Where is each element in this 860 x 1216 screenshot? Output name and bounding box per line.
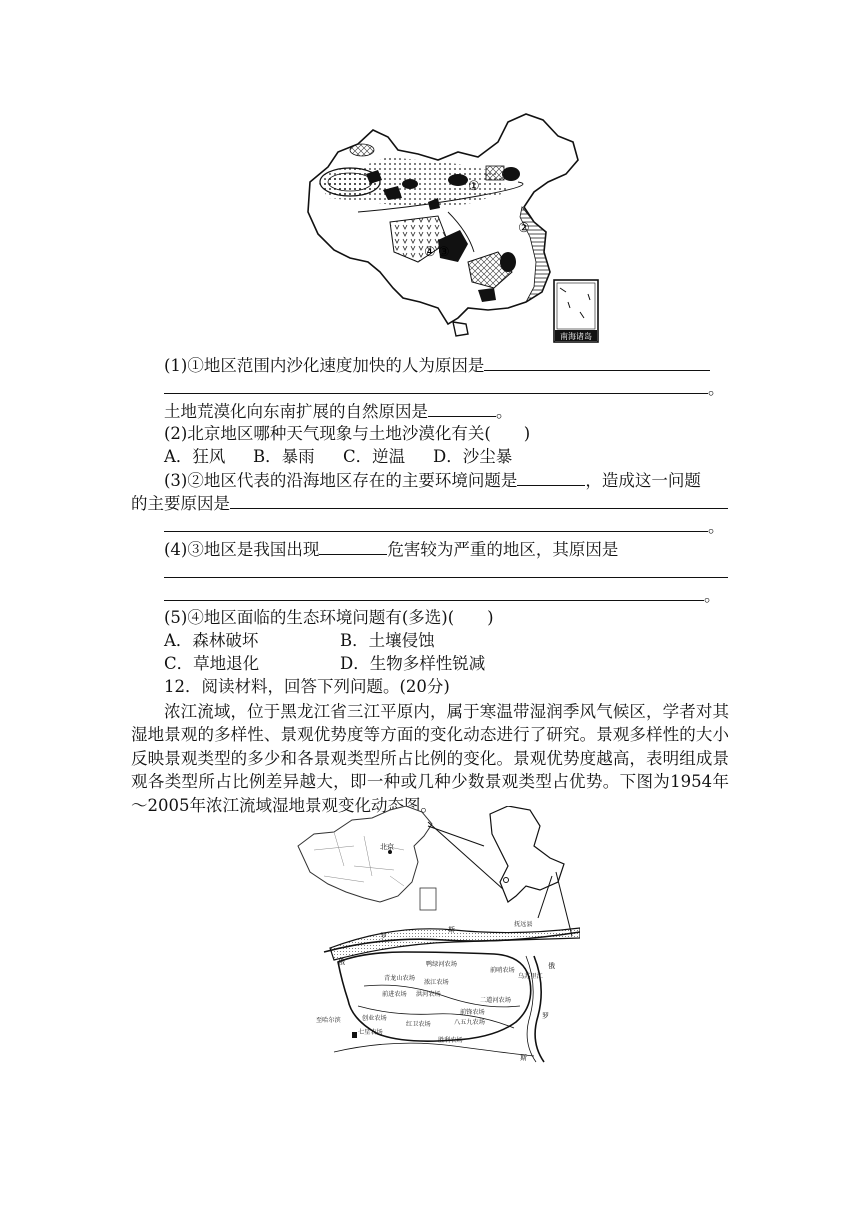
region-marker-1: ① <box>468 179 480 194</box>
q3-answer-blank-1[interactable] <box>517 469 585 486</box>
place-qinglongshan: 青龙山农场 <box>384 975 415 982</box>
q1-line1: (1)①地区范围内沙化速度加快的人为原因是 <box>164 354 710 377</box>
russia-label-right-si: 斯 <box>520 1054 527 1062</box>
q1-line3: 土地荒漠化向东南扩展的自然原因是 。 <box>164 402 513 421</box>
q5-options-row2 <box>164 653 485 675</box>
q4-answer-blank-3[interactable] <box>164 584 704 601</box>
russia-label-top-si: 斯 <box>448 926 455 934</box>
q5-stem: (5)④地区面临的生态环境问题有(多选)( ) <box>164 608 494 627</box>
q1-answer-blank-2[interactable] <box>164 377 708 394</box>
q2-option-a[interactable]: A．狂风 <box>164 447 226 466</box>
beijing-label: 北京 <box>380 843 394 851</box>
place-yalvhe: 鸭绿河农场 <box>426 961 457 968</box>
q1-line2: 。 <box>164 377 725 400</box>
q3-line2: 的主要原因是 <box>131 492 728 515</box>
place-fuyuan: 抚远县 <box>514 921 533 928</box>
place-shengli: 胜利农场 <box>438 1037 463 1044</box>
q12-stem: 12．阅读材料，回答下列问题。(20分) <box>164 677 450 696</box>
q4-answer-blank-2[interactable] <box>164 561 728 578</box>
russia-label-top-e: 俄 <box>338 958 345 966</box>
q12-material-paragraph: 浓江流域，位于黑龙江省三江平原内，属于寒温带湿润季风气候区，学者对其湿地景观的多样性、景观优势度等方面的变化动态进行了研究。景观多样性的大小反映景观类型的多少和各景观类型所占比例的变化。景观优势度越高，表明组成景观各类型所占比例差异越大，即一种或几种少数景观类型占优势。下图为1954年～2005年浓江流域湿地景观变化动态图。 <box>131 702 729 815</box>
q5-option-b[interactable]: B．土壤侵蚀 <box>340 631 435 650</box>
q2-option-c[interactable]: C．逆温 <box>343 447 406 466</box>
place-qixing: 七星农场 <box>358 1029 383 1036</box>
nongjiang-basin-map <box>294 806 580 1064</box>
place-erdaohe: 二道河农场 <box>480 997 511 1004</box>
q5-option-c[interactable]: C．草地退化 <box>164 654 260 673</box>
place-qianshao: 前哨农场 <box>490 967 515 974</box>
place-honghe: 洪河农场 <box>416 991 441 998</box>
region-marker-4: ④ <box>424 245 436 260</box>
q5-option-a[interactable]: A．森林破坏 <box>164 631 259 650</box>
q3-line1: (3)②地区代表的沿海地区存在的主要环境问题是 ，造成这一问题 <box>164 471 701 490</box>
china-desertification-map <box>298 112 604 344</box>
q4-line2 <box>164 561 728 584</box>
q2-option-b[interactable]: B．暴雨 <box>253 447 315 466</box>
russia-label-top-luo: 罗 <box>380 932 387 940</box>
q1-answer-blank-3[interactable] <box>428 400 496 417</box>
q4-line3: 。 <box>164 584 721 607</box>
q2-option-d[interactable]: D．沙尘暴 <box>433 447 513 466</box>
place-hongwei: 红卫农场 <box>406 1021 431 1028</box>
q4-answer-blank-1[interactable] <box>319 538 387 555</box>
q4-line1: (4)③地区是我国出现 危害较为严重的地区，其原因是 <box>164 540 619 559</box>
q3-answer-blank-2[interactable] <box>230 492 728 509</box>
place-wusulijiang: 乌苏里江 <box>518 973 543 980</box>
russia-label-right-luo: 罗 <box>542 1012 549 1020</box>
region-marker-3: ③ <box>438 245 450 260</box>
q3-line3: 。 <box>164 515 725 538</box>
inset-label: 南海诸岛 <box>560 332 592 341</box>
place-qianjin: 前进农场 <box>382 991 407 998</box>
q2-options <box>164 446 512 468</box>
russia-label-right-e: 俄 <box>548 962 555 970</box>
q5-option-d[interactable]: D．生物多样性锐减 <box>340 654 486 673</box>
q5-options-row1 <box>164 630 435 652</box>
place-to-harbin: 至哈尔滨 <box>316 1017 341 1024</box>
place-859: 八五九农场 <box>454 1019 485 1026</box>
q3-answer-blank-3[interactable] <box>164 515 708 532</box>
place-chuangye: 创业农场 <box>362 1015 387 1022</box>
q1-answer-blank-1[interactable] <box>484 354 710 371</box>
region-marker-2: ② <box>518 221 530 236</box>
place-nongjiang: 浓江农场 <box>424 979 449 986</box>
place-qianfeng: 前锋农场 <box>460 1009 485 1016</box>
q2-stem: (2)北京地区哪种天气现象与土地沙漠化有关( ) <box>164 424 531 443</box>
